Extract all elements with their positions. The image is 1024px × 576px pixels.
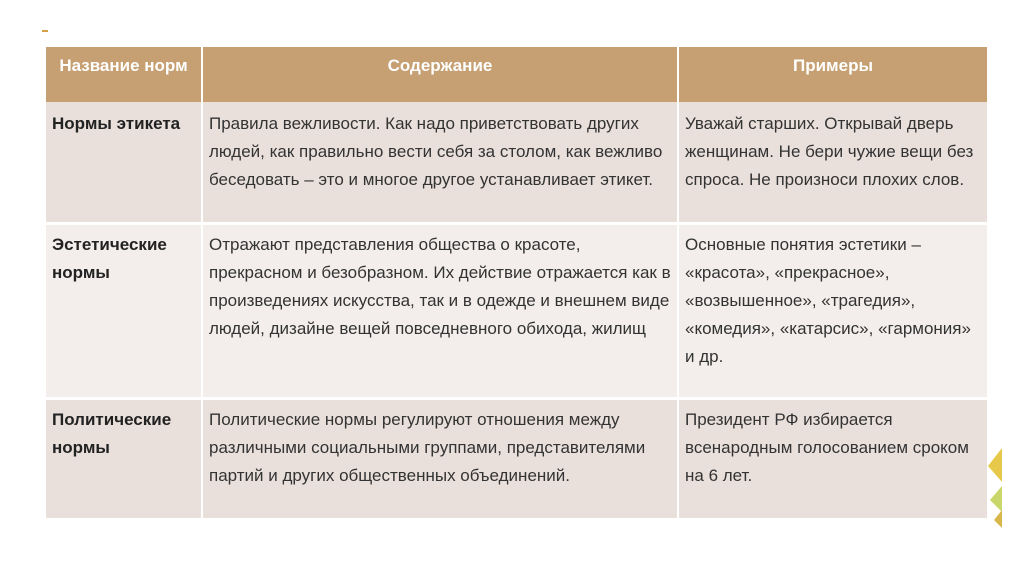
row-examples: Уважай старших. Открывай дверь женщинам. Не бери чужие вещи без спроса. Не произноси плохих слов. [679,102,987,222]
decorative-leaves-icon [982,448,1002,528]
row-content: Правила вежливости. Как надо приветствовать других людей, как правильно вести себя за столом, как вежливо беседовать – это и многое другое устанавливает этикет. [203,102,677,222]
table-header-row [46,47,987,102]
decorative-tick [42,30,48,32]
header-examples: Примеры [679,47,987,102]
header-content: Содержание [203,47,677,102]
row-examples: Президент РФ избирается всенародным голосованием сроком на 6 лет. [679,400,987,518]
row-content: Отражают представления общества о красоте, прекрасном и безобразном. Их действие отражается как в произведениях искусства, так и в одежде и внешнем виде людей, дизайне вещей повседневного обихода, жилищ [203,225,677,397]
row-content: Политические нормы регулируют отношения между различными социальными группами, представителями партий и других общественных объединений. [203,400,677,518]
table-row [46,102,987,222]
table-row [46,225,987,397]
row-examples: Основные понятия эстетики – «красота», «прекрасное», «возвышенное», «трагедия», «комедия», «катарсис», «гармония» и др. [679,225,987,397]
row-name: Нормы этикета [46,102,201,222]
norms-table [44,47,989,518]
row-name: Эстетические нормы [46,225,201,397]
table-row [46,400,987,518]
header-name: Название норм [46,47,201,102]
row-name: Политические нормы [46,400,201,518]
